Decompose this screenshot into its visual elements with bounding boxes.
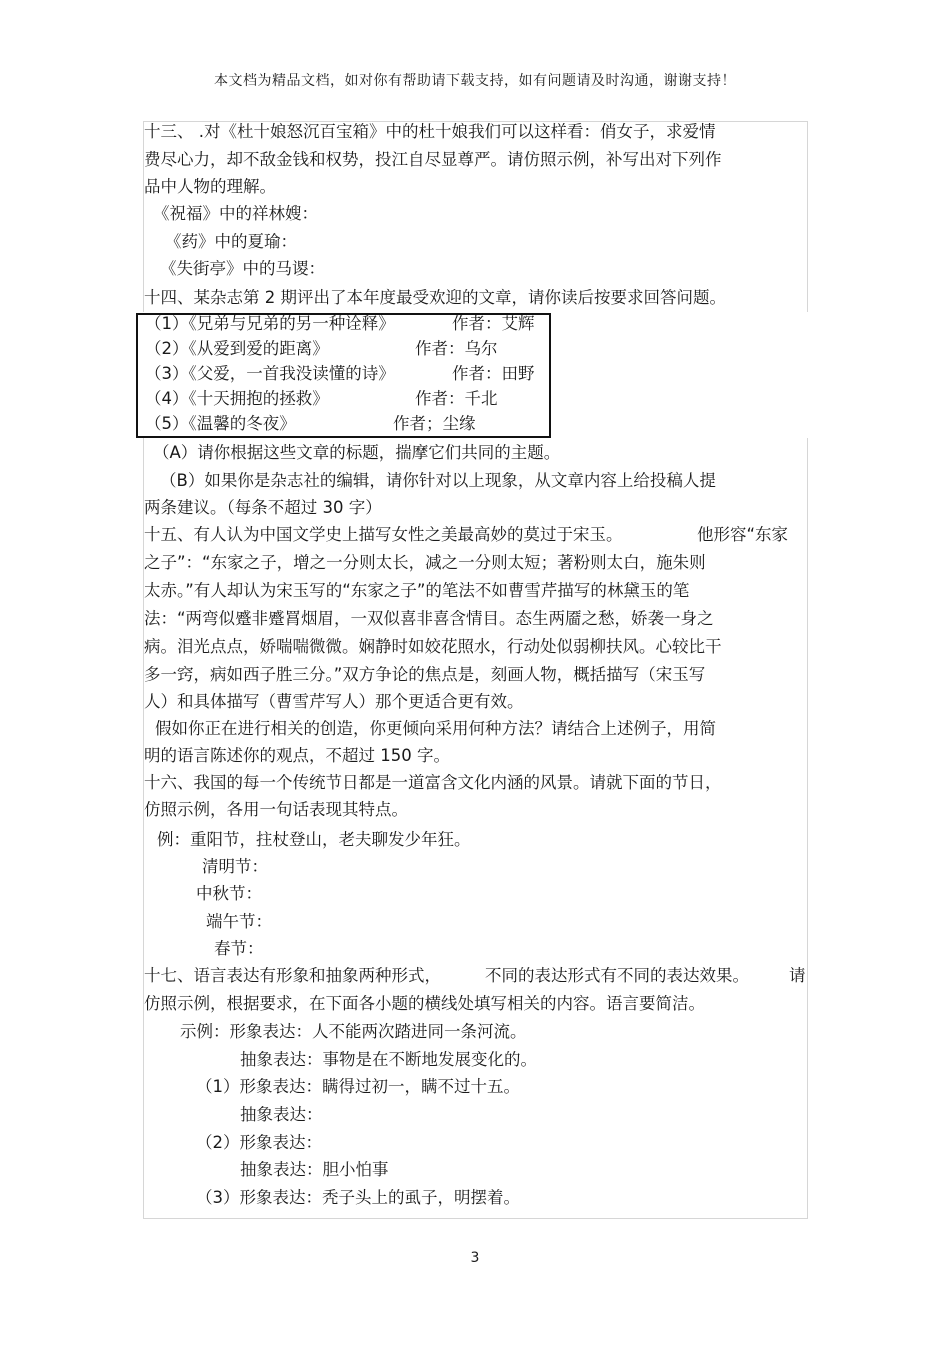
- q15-line-8: 假如你正在进行相关的创造，你更倾向采用何种方法？请结合上述例子，用简: [155, 719, 716, 738]
- q16-example: 例：重阳节，拄杖登山，老夫聊发少年狂。: [157, 830, 471, 849]
- festival-qingming: 清明节：: [202, 857, 268, 876]
- q17-item-1-abstract: 抽象表达：: [240, 1105, 323, 1124]
- q13-item-1: 《祝福》中的祥林嫂：: [153, 204, 318, 223]
- article-title: （3）《父爱，一首我没读懂的诗》: [145, 364, 395, 383]
- q17-item-2-figurative: （2）形象表达：: [196, 1133, 322, 1152]
- article-title: （2）《从爱到爱的距离》: [145, 339, 329, 358]
- q15-line-1a: 十五、有人认为中国文学史上描写女性之美最高妙的莫过于宋玉。: [144, 525, 623, 544]
- q17-item-2-abstract: 抽象表达：胆小怕事: [240, 1160, 389, 1179]
- q15-line-9: 明的语言陈述你的观点，不超过 150 字。: [144, 746, 450, 765]
- q17-line-1c: 请: [789, 966, 806, 985]
- article-author: 作者：千北: [415, 389, 498, 408]
- q13-line-3: 品中人物的理解。: [144, 177, 276, 196]
- q17-item-1-figurative: （1）形象表达：瞒得过初一，瞒不过十五。: [196, 1077, 520, 1096]
- q17-item-3-figurative: （3）形象表达：秃子头上的虱子，明摆着。: [196, 1188, 520, 1207]
- q16-line-2: 仿照示例，各用一句话表现其特点。: [144, 800, 408, 819]
- q17-line-2: 仿照示例，根据要求，在下面各小题的横线处填写相关的内容。语言要简洁。: [144, 994, 705, 1013]
- q13-item-2: 《药》中的夏瑜：: [165, 232, 297, 251]
- festival-midautumn: 中秋节：: [196, 884, 262, 903]
- q17-example-1: 示例：形象表达：人不能两次踏进同一条河流。: [180, 1022, 527, 1041]
- q13-line-2: 费尽心力，却不敌金钱和权势，投江自尽显尊严。请仿照示例，补写出对下列作: [144, 150, 722, 169]
- article-title: （1）《兄弟与兄弟的另一种诠释》: [145, 314, 395, 333]
- article-title: （4）《十天拥抱的拯救》: [145, 389, 329, 408]
- q13-line-1: 十三、 .对《杜十娘怒沉百宝箱》中的杜十娘我们可以这样看：俏女子，求爱情: [144, 122, 716, 141]
- festival-spring: 春节：: [214, 939, 264, 958]
- q14-line-1: 十四、某杂志第 2 期评出了本年度最受欢迎的文章，请你读后按要求回答问题。: [144, 288, 726, 307]
- q14-part-b-1: （B）如果你是杂志社的编辑，请你针对以上现象，从文章内容上给投稿人提: [160, 471, 716, 490]
- q17-line-1b: 不同的表达形式有不同的表达效果。: [485, 966, 749, 985]
- article-author: 作者：田野: [452, 364, 535, 383]
- q15-line-5: 病。泪光点点，娇喘喘微微。娴静时如姣花照水，行动处似弱柳扶风。心较比干: [144, 637, 722, 656]
- q15-line-1b: 他形容“东家: [697, 525, 789, 544]
- q15-line-2: 之子”：“东家之子，增之一分则太长，减之一分则太短；著粉则太白，施朱则: [144, 553, 706, 572]
- q15-line-6: 多一窍，病如西子胜三分。”双方争论的焦点是，刻画人物，概括描写（宋玉写: [144, 665, 706, 684]
- q14-part-b-2: 两条建议。（每条不超过 30 字）: [144, 498, 382, 517]
- q17-example-2: 抽象表达：事物是在不断地发展变化的。: [240, 1050, 537, 1069]
- article-title: （5）《温馨的冬夜》: [145, 414, 296, 433]
- article-author: 作者；尘缘: [393, 414, 476, 433]
- q15-line-7: 人）和具体描写（曹雪芹写人）那个更适合更有效。: [144, 692, 524, 711]
- q16-line-1: 十六、我国的每一个传统节日都是一道富含文化内涵的风景。请就下面的节日，: [144, 773, 722, 792]
- document-header: 本文档为精品文档，如对你有帮助请下载支持，如有问题请及时沟通，谢谢支持！: [214, 73, 736, 89]
- article-author: 作者：艾辉: [452, 314, 535, 333]
- q13-item-3: 《失街亭》中的马谡：: [160, 259, 325, 278]
- q17-line-1a: 十七、语言表达有形象和抽象两种形式，: [144, 966, 441, 985]
- article-author: 作者：乌尔: [415, 339, 498, 358]
- page-number: 3: [470, 1250, 480, 1266]
- q14-part-a: （A）请你根据这些文章的标题，揣摩它们共同的主题。: [153, 443, 561, 462]
- festival-duanwu: 端午节：: [206, 912, 272, 931]
- q15-line-3: 太赤。”有人却认为宋玉写的“东家之子”的笔法不如曹雪芹描写的林黛玉的笔: [144, 581, 690, 600]
- q15-line-4: 法：“两弯似蹙非蹙罥烟眉，一双似喜非喜含情目。态生两靥之愁，娇袭一身之: [144, 609, 714, 628]
